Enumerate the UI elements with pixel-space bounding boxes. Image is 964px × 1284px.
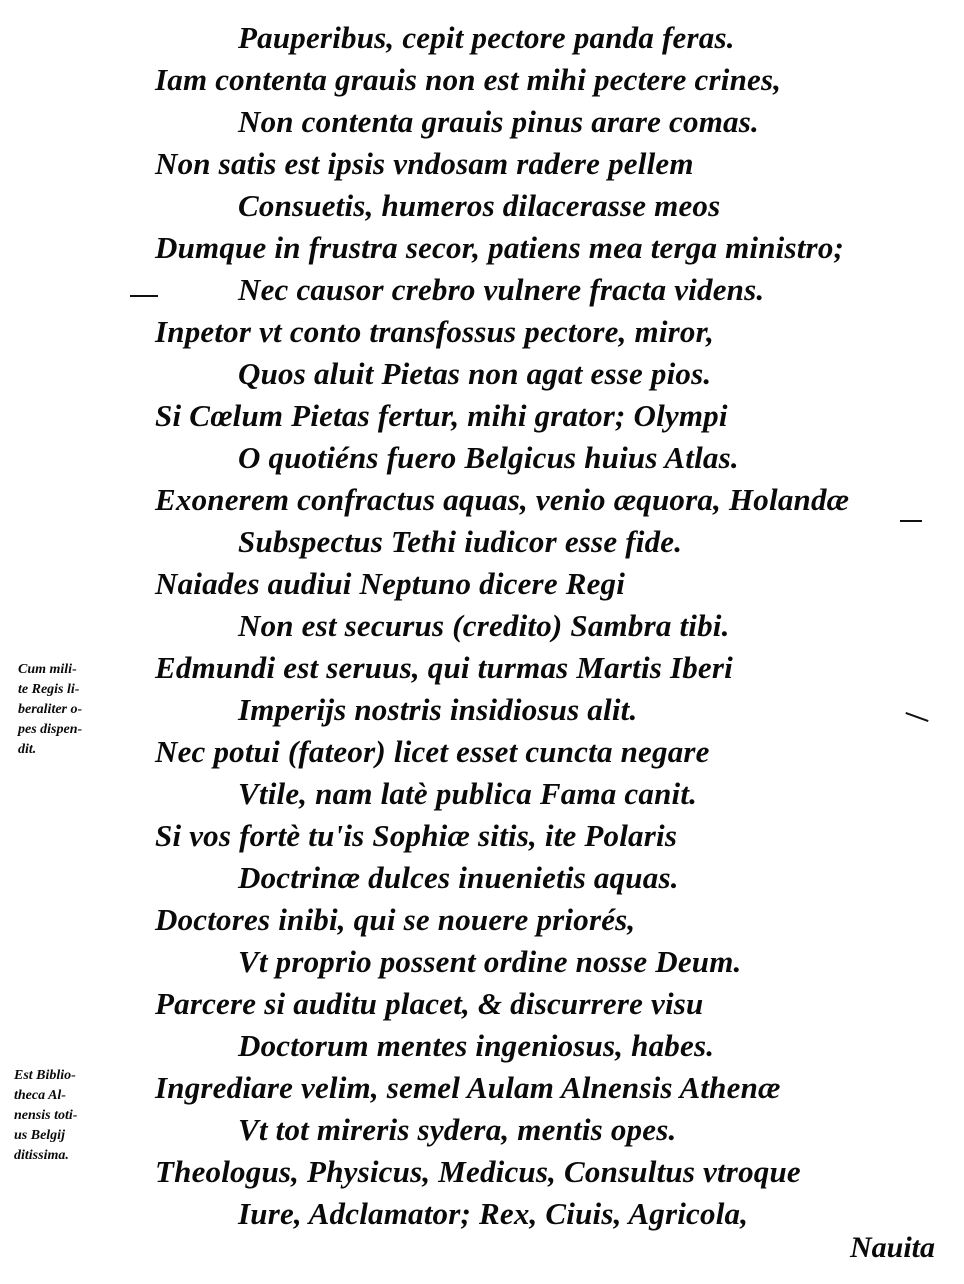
verse-line-8: Inpetor vt conto transfossus pectore, miror,: [155, 314, 715, 349]
verse-line-11: O quotiéns fuero Belgicus huius Atlas.: [238, 440, 739, 475]
verse-line-13: Subspectus Tethi iudicor esse fide.: [238, 524, 683, 559]
verse-line-4: Non satis est ipsis vndosam radere pellem: [155, 146, 694, 181]
verse-line-26: Ingrediare velim, semel Aulam Alnensis Athenæ: [155, 1070, 781, 1105]
verse-line-27: Vt tot mireris sydera, mentis opes.: [238, 1112, 677, 1147]
verse-line-1: Pauperibus, cepit pectore panda feras.: [238, 20, 735, 55]
verse-line-7: Nec causor crebro vulnere fracta videns.: [238, 272, 765, 307]
verse-line-12: Exonerem confractus aquas, venio æquora, Holandæ: [155, 482, 850, 517]
verse-line-29: Iure, Adclamator; Rex, Ciuis, Agricola,: [238, 1196, 749, 1231]
margin-note-1: Cum mili- te Regis li- beraliter o- pes dispen- dit.: [18, 662, 83, 757]
verse-line-15: Non est securus (credito) Sambra tibi.: [238, 608, 730, 643]
verse-line-22: Doctores inibi, qui se nouere priorés,: [155, 902, 636, 937]
verse-line-16: Edmundi est seruus, qui turmas Martis Iberi: [155, 650, 733, 685]
verse-line-10: Si Cœlum Pietas fertur, mihi grator; Olympi: [155, 398, 728, 433]
margin-curve-mark: [905, 712, 928, 722]
verse-line-24: Parcere si auditu placet, & discurrere visu: [155, 986, 704, 1021]
verse-line-9: Quos aluit Pietas non agat esse pios.: [238, 356, 712, 391]
verse-line-6: Dumque in frustra secor, patiens mea terga ministro;: [155, 230, 845, 265]
margin-dash-right: [900, 520, 922, 522]
verse-line-17: Imperijs nostris insidiosus alit.: [238, 692, 638, 727]
verse-line-23: Vt proprio possent ordine nosse Deum.: [238, 944, 742, 979]
verse-line-28: Theologus, Physicus, Medicus, Consultus vtroque: [155, 1154, 801, 1189]
verse-line-3: Non contenta grauis pinus arare comas.: [238, 104, 759, 139]
verse-line-25: Doctorum mentes ingeniosus, habes.: [238, 1028, 715, 1063]
verse-line-20: Si vos fortè tu'is Sophiæ sitis, ite Polaris: [155, 818, 678, 853]
verse-line-5: Consuetis, humeros dilacerasse meos: [238, 188, 721, 223]
catchword: Nauita: [850, 1231, 936, 1264]
verse-line-19: Vtile, nam latè publica Fama canit.: [238, 776, 698, 811]
margin-dash-left: [130, 295, 158, 297]
verse-line-21: Doctrinæ dulces inuenietis aquas.: [238, 860, 679, 895]
verse-line-18: Nec potui (fateor) licet esset cuncta negare: [155, 734, 710, 769]
margin-note-2: Est Biblio- theca Al- nensis toti- us Belgij ditissima.: [14, 1068, 78, 1163]
verse-line-14: Naiades audiui Neptuno dicere Regi: [155, 566, 626, 601]
verse-line-2: Iam contenta grauis non est mihi pectere crines,: [155, 62, 782, 97]
